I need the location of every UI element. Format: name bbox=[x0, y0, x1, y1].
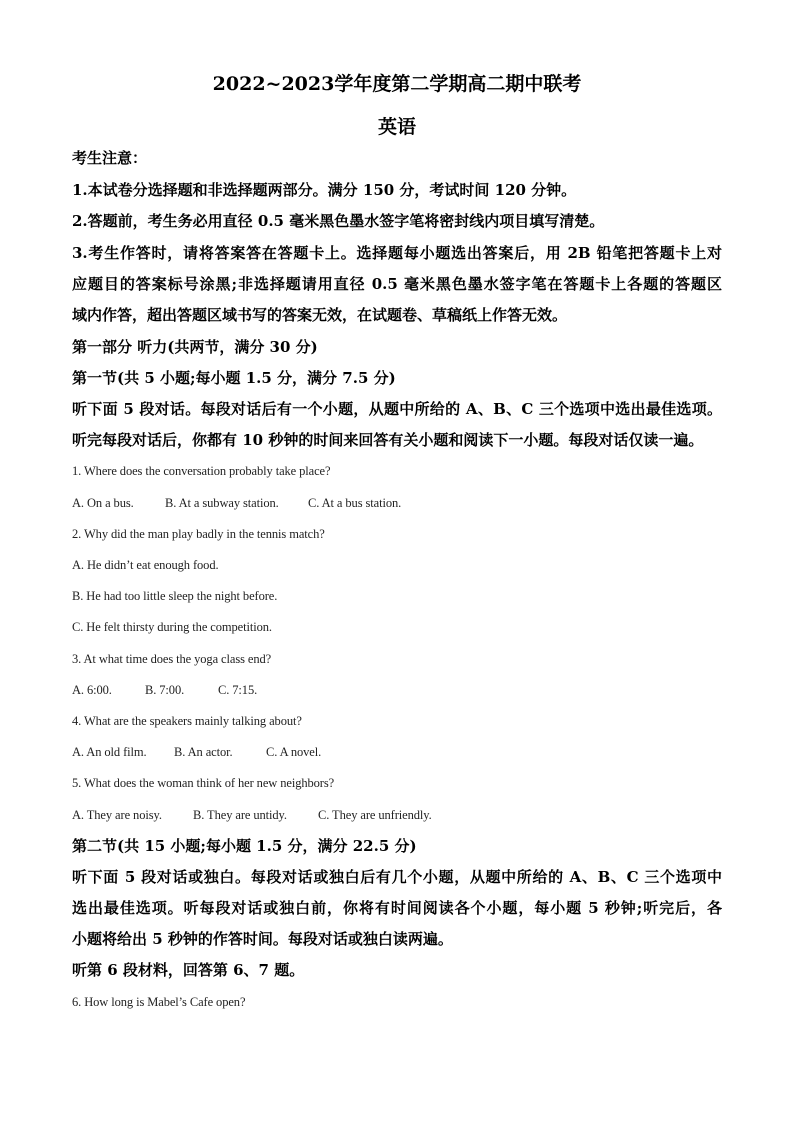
notice-heading: 考生注意： bbox=[72, 149, 148, 167]
subject-title: 英语 bbox=[377, 116, 416, 138]
notice-item-3-line-1: 3.考生作答时，请将答案答在答题卡上。选择题每小题选出答案后，用 2B 铅笔把答题卡上对 bbox=[72, 244, 722, 262]
material-6-prompt: 听第 6 段材料，回答第 6、7 题。 bbox=[72, 961, 305, 979]
question-1-option-a: A. On a bus. bbox=[72, 496, 134, 510]
question-1-option-c: C. At a bus station. bbox=[308, 496, 402, 510]
question-4-stem: 4. What are the speakers mainly talking about? bbox=[72, 714, 302, 728]
section1-instructions-line-1: 听下面 5 段对话。每段对话后有一个小题，从题中所给的 A、B、C 三个选项中选出最佳选项。 bbox=[72, 400, 722, 418]
question-1-option-b: B. At a subway station. bbox=[165, 496, 279, 510]
section2-instructions-line-2: 选出最佳选项。听每段对话或独白前，你将有时间阅读各个小题，每小题 5 秒钟;听完后，各 bbox=[72, 899, 722, 917]
section2-instructions-line-1: 听下面 5 段对话或独白。每段对话或独白后有几个小题，从题中所给的 A、B、C 三个选项中 bbox=[72, 868, 722, 886]
question-4-option-a: A. An old film. bbox=[72, 745, 147, 759]
question-3-option-a: A. 6:00. bbox=[72, 683, 112, 697]
question-5-option-c: C. They are unfriendly. bbox=[318, 808, 432, 822]
question-3-options bbox=[72, 678, 722, 702]
section2-instructions-line-3: 小题将给出 5 秒钟的作答时间。每段对话或独白读两遍。 bbox=[72, 930, 453, 948]
part1-heading: 第一部分 听力(共两节，满分 30 分) bbox=[72, 338, 318, 356]
notice-item-1: 1.本试卷分选择题和非选择题两部分。满分 150 分，考试时间 120 分钟。 bbox=[72, 181, 577, 199]
question-4-option-c: C. A novel. bbox=[266, 745, 322, 759]
question-4-option-b: B. An actor. bbox=[174, 745, 233, 759]
question-2-option-c: C. He felt thirsty during the competition. bbox=[72, 620, 272, 634]
question-6-stem: 6. How long is Mabel’s Cafe open? bbox=[72, 995, 246, 1009]
question-4-options bbox=[72, 740, 722, 764]
notice-item-3-line-3: 域内作答，超出答题区域书写的答案无效，在试题卷、草稿纸上作答无效。 bbox=[72, 306, 568, 324]
question-2-option-b: B. He had too little sleep the night before. bbox=[72, 589, 278, 603]
question-5-option-a: A. They are noisy. bbox=[72, 808, 162, 822]
exam-title: 2022~2023学年度第二学期高二期中联考 bbox=[212, 73, 582, 95]
notice-item-2: 2.答题前，考生务必用直径 0.5 毫米黑色墨水签字笔将密封线内项目填写清楚。 bbox=[72, 212, 605, 230]
question-1-options bbox=[72, 491, 722, 515]
question-2-option-a: A. He didn’t eat enough food. bbox=[72, 558, 219, 572]
question-3-option-b: B. 7:00. bbox=[145, 683, 185, 697]
question-5-stem: 5. What does the woman think of her new neighbors? bbox=[72, 776, 335, 790]
notice-item-3-line-2: 应题目的答案标号涂黑;非选择题请用直径 0.5 毫米黑色墨水签字笔在答题卡上各题的答题区 bbox=[72, 275, 722, 293]
question-2-stem: 2. Why did the man play badly in the tennis match? bbox=[72, 527, 325, 541]
section2-heading: 第二节(共 15 小题;每小题 1.5 分，满分 22.5 分) bbox=[72, 837, 417, 855]
question-5-option-b: B. They are untidy. bbox=[193, 808, 287, 822]
section1-heading: 第一节(共 5 小题;每小题 1.5 分，满分 7.5 分) bbox=[72, 369, 396, 387]
section1-instructions-line-2: 听完每段对话后，你都有 10 秒钟的时间来回答有关小题和阅读下一小题。每段对话仅读一遍。 bbox=[72, 431, 704, 449]
question-3-stem: 3. At what time does the yoga class end? bbox=[72, 652, 272, 666]
question-5-options bbox=[72, 803, 722, 827]
question-3-option-c: C. 7:15. bbox=[218, 683, 258, 697]
question-1-stem: 1. Where does the conversation probably take place? bbox=[72, 464, 331, 478]
